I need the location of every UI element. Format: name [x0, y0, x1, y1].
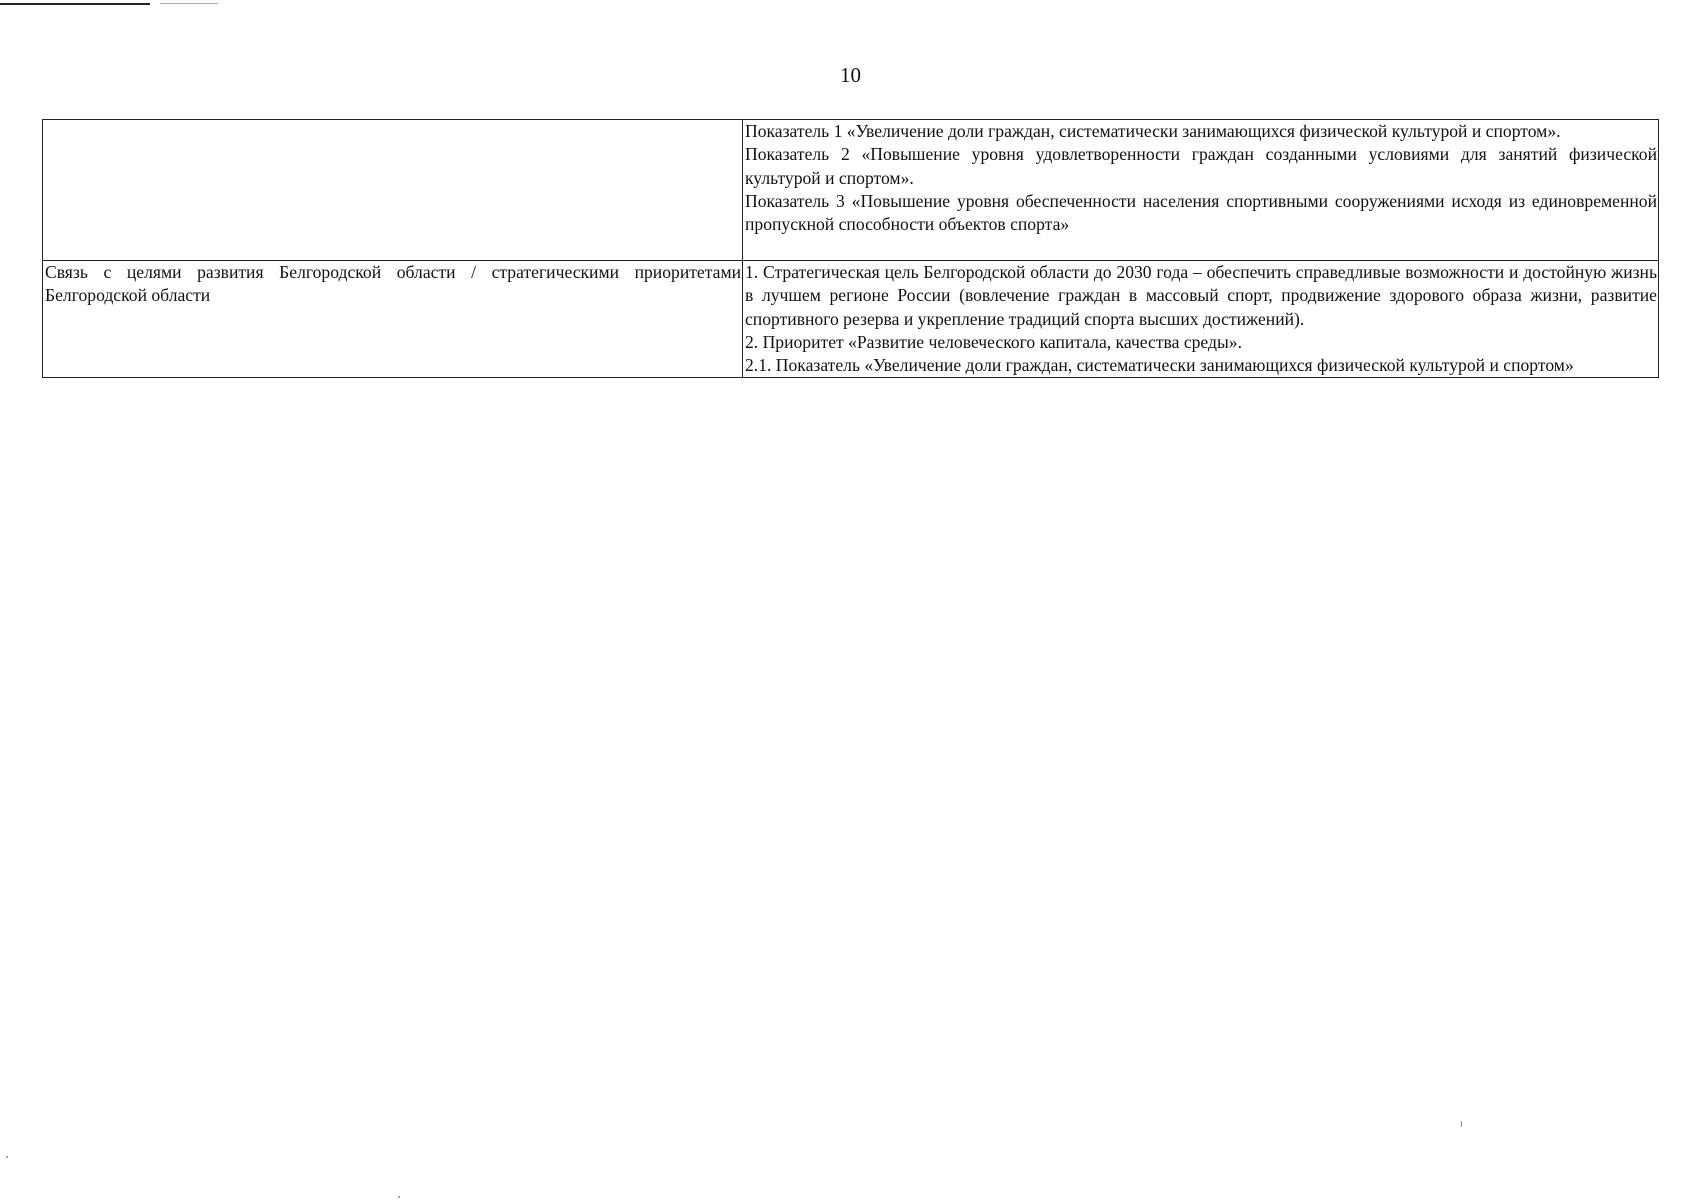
priority-indicator-text: 2.1. Показатель «Увеличение доли граждан, систематически занимающихся физической культурой и спортом» — [745, 355, 1574, 376]
scan-edge-mark — [0, 3, 150, 5]
indicator-2-text: Показатель 2 «Повышение уровня удовлетворенности граждан созданными условиями для занятий физической культурой и спортом». — [745, 144, 1657, 188]
table-row — [43, 120, 1659, 261]
goals-link-label: Связь с целями развития Белгородской области / стратегическими приоритетами Белгородской области — [45, 262, 741, 306]
scan-edge-mark — [160, 3, 218, 4]
table-cell-content — [743, 120, 1659, 261]
table-cell-label — [43, 261, 743, 378]
indicator-3-text: Показатель 3 «Повышение уровня обеспеченности населения спортивными сооружениями исходя из единовременной пропускной способности объектов спорта» — [745, 190, 1657, 235]
page-number: 10 — [840, 63, 861, 87]
table-row — [43, 261, 1659, 378]
scan-speck — [6, 1156, 8, 1158]
indicator-1-text: Показатель 1 «Увеличение доли граждан, систематически занимающихся физической культурой и спортом». — [745, 121, 1561, 141]
table-cell-label — [43, 120, 743, 261]
scan-speck — [398, 1196, 400, 1198]
priority-text: 2. Приоритет «Развитие человеческого капитала, качества среды». — [745, 331, 1242, 352]
strategic-goal-text: 1. Стратегическая цель Белгородской области до 2030 года – обеспечить справедливые возможности и достойную жизнь в лучшем регионе России (вовлечение граждан в массовый спорт, продвижение здорового образа жизни, развитие спортивного резерва и укрепление традиций спорта высших достижений). — [745, 262, 1657, 329]
scan-speck — [1461, 1121, 1462, 1127]
table-cell-content — [743, 261, 1659, 378]
passport-table — [42, 119, 1659, 378]
